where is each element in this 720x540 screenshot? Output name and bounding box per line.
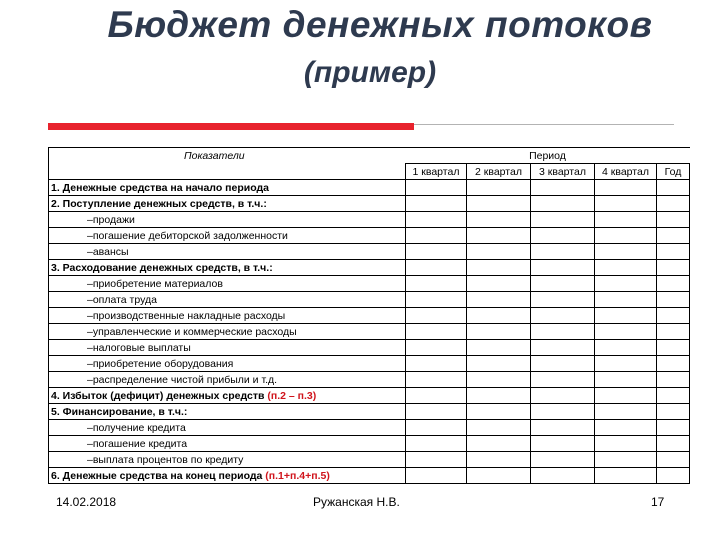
value-cell <box>531 324 595 340</box>
value-cell <box>595 372 657 388</box>
table-row <box>49 468 690 484</box>
table-row <box>49 356 690 372</box>
row-label-text: 2. Поступление денежных средств, в т.ч.: <box>51 197 267 210</box>
table-header-row <box>49 148 690 164</box>
row-label-text: –погашение дебиторской задолженности <box>87 229 288 242</box>
slide-title: Бюджет денежных потоков <box>107 4 653 45</box>
table-row <box>49 436 690 452</box>
value-cell <box>657 452 690 468</box>
row-label-text: –оплата труда <box>87 293 157 306</box>
value-cell <box>657 292 690 308</box>
value-cell <box>467 420 531 436</box>
value-cell <box>657 340 690 356</box>
value-cell <box>595 276 657 292</box>
row-label <box>49 404 406 420</box>
value-cell <box>467 212 531 228</box>
value-cell <box>657 404 690 420</box>
row-formula: (п.2 – п.3) <box>267 389 317 402</box>
value-cell <box>467 340 531 356</box>
row-label-text: –распределение чистой прибыли и т.д. <box>87 373 278 386</box>
value-cell <box>406 404 467 420</box>
row-label-text: 6. Денежные средства на конец периода <box>51 469 266 482</box>
value-cell <box>657 468 690 484</box>
value-cell <box>406 436 467 452</box>
value-cell <box>531 388 595 404</box>
value-cell <box>657 260 690 276</box>
table-row <box>49 388 690 404</box>
value-cell <box>406 228 467 244</box>
value-cell <box>531 420 595 436</box>
row-label <box>49 244 406 260</box>
value-cell <box>657 228 690 244</box>
value-cell <box>531 276 595 292</box>
table-row <box>49 420 690 436</box>
row-label-text: –погашение кредита <box>87 437 188 450</box>
value-cell <box>406 276 467 292</box>
value-cell <box>406 388 467 404</box>
value-cell <box>406 260 467 276</box>
table-row <box>49 180 690 196</box>
value-cell <box>406 420 467 436</box>
value-cell <box>467 292 531 308</box>
row-label <box>49 468 406 484</box>
table-row <box>49 340 690 356</box>
value-cell <box>406 372 467 388</box>
value-cell <box>595 180 657 196</box>
table-row <box>49 324 690 340</box>
value-cell <box>406 468 467 484</box>
row-label-text: –продажи <box>87 213 135 226</box>
row-label <box>49 212 406 228</box>
value-cell <box>595 260 657 276</box>
table-row <box>49 212 690 228</box>
value-cell <box>595 420 657 436</box>
value-cell <box>467 244 531 260</box>
row-label-text: 1. Денежные средства на начало периода <box>51 181 269 194</box>
footer-date: 14.02.2018 <box>56 495 117 509</box>
table-subheader-row <box>49 164 690 180</box>
row-label-text: –управленческие и коммерческие расходы <box>87 325 297 338</box>
row-label <box>49 276 406 292</box>
value-cell <box>657 308 690 324</box>
row-label <box>49 436 406 452</box>
red-accent-rule <box>48 123 414 130</box>
value-cell <box>531 292 595 308</box>
footer-page-number: 17 <box>651 495 665 509</box>
value-cell <box>657 324 690 340</box>
slide-subtitle: (пример) <box>303 56 437 89</box>
value-cell <box>467 372 531 388</box>
value-cell <box>467 452 531 468</box>
value-cell <box>406 244 467 260</box>
value-cell <box>531 260 595 276</box>
table-row <box>49 372 690 388</box>
row-label <box>49 340 406 356</box>
value-cell <box>406 324 467 340</box>
value-cell <box>657 196 690 212</box>
value-cell <box>531 244 595 260</box>
value-cell <box>467 324 531 340</box>
row-label-text: 3. Расходование денежных средств, в т.ч.: <box>51 261 273 274</box>
indicators-header: Показатели <box>49 148 406 164</box>
value-cell <box>531 436 595 452</box>
value-cell <box>467 308 531 324</box>
value-cell <box>406 180 467 196</box>
value-cell <box>467 276 531 292</box>
table-row <box>49 404 690 420</box>
value-cell <box>595 228 657 244</box>
row-label-text: –авансы <box>87 245 129 258</box>
value-cell <box>595 196 657 212</box>
column-header-q1: 1 квартал <box>406 164 467 180</box>
row-label-text: –налоговые выплаты <box>87 341 191 354</box>
value-cell <box>657 372 690 388</box>
table-row <box>49 228 690 244</box>
value-cell <box>595 212 657 228</box>
value-cell <box>595 436 657 452</box>
row-label-text: 5. Финансирование, в т.ч.: <box>51 405 188 418</box>
value-cell <box>657 244 690 260</box>
value-cell <box>657 180 690 196</box>
row-label <box>49 308 406 324</box>
value-cell <box>595 468 657 484</box>
value-cell <box>657 212 690 228</box>
value-cell <box>406 452 467 468</box>
row-label <box>49 292 406 308</box>
value-cell <box>467 196 531 212</box>
row-label <box>49 356 406 372</box>
table-row <box>49 244 690 260</box>
value-cell <box>531 372 595 388</box>
row-label <box>49 388 406 404</box>
value-cell <box>531 212 595 228</box>
value-cell <box>595 292 657 308</box>
value-cell <box>531 196 595 212</box>
value-cell <box>595 308 657 324</box>
value-cell <box>657 388 690 404</box>
value-cell <box>467 404 531 420</box>
value-cell <box>531 228 595 244</box>
row-label-text: –выплата процентов по кредиту <box>87 453 244 466</box>
value-cell <box>531 340 595 356</box>
row-label-text: 4. Избыток (дефицит) денежных средств <box>51 389 268 402</box>
value-cell <box>595 324 657 340</box>
table-row <box>49 452 690 468</box>
value-cell <box>467 468 531 484</box>
row-label-text: –получение кредита <box>87 421 186 434</box>
row-label <box>49 420 406 436</box>
column-header-q2: 2 квартал <box>467 164 531 180</box>
row-formula: (п.1+п.4+п.5) <box>265 469 330 482</box>
value-cell <box>657 276 690 292</box>
value-cell <box>595 404 657 420</box>
table-row <box>49 196 690 212</box>
value-cell <box>467 180 531 196</box>
table-row <box>49 260 690 276</box>
value-cell <box>595 452 657 468</box>
row-label <box>49 372 406 388</box>
value-cell <box>657 420 690 436</box>
gray-divider-rule <box>414 124 674 125</box>
value-cell <box>531 404 595 420</box>
value-cell <box>406 212 467 228</box>
footer-author: Ружанская Н.В. <box>313 495 400 509</box>
value-cell <box>406 292 467 308</box>
table-row <box>49 276 690 292</box>
table-row <box>49 292 690 308</box>
row-label-text: –приобретение оборудования <box>87 357 234 370</box>
value-cell <box>406 356 467 372</box>
cash-flow-budget-table <box>48 147 690 484</box>
value-cell <box>595 356 657 372</box>
column-header-q3: 3 квартал <box>531 164 595 180</box>
column-header-q4: 4 квартал <box>595 164 657 180</box>
value-cell <box>595 388 657 404</box>
table-row <box>49 308 690 324</box>
value-cell <box>531 468 595 484</box>
row-label <box>49 452 406 468</box>
value-cell <box>467 388 531 404</box>
row-label-text: –производственные накладные расходы <box>87 309 286 322</box>
value-cell <box>595 340 657 356</box>
row-label-text: –приобретение материалов <box>87 277 223 290</box>
value-cell <box>406 308 467 324</box>
value-cell <box>467 356 531 372</box>
value-cell <box>657 356 690 372</box>
row-label <box>49 324 406 340</box>
value-cell <box>531 452 595 468</box>
value-cell <box>467 260 531 276</box>
value-cell <box>467 436 531 452</box>
value-cell <box>531 180 595 196</box>
value-cell <box>531 356 595 372</box>
row-label <box>49 196 406 212</box>
value-cell <box>467 228 531 244</box>
value-cell <box>531 308 595 324</box>
value-cell <box>406 340 467 356</box>
value-cell <box>595 244 657 260</box>
value-cell <box>406 196 467 212</box>
indicators-header-spacer <box>49 164 406 180</box>
row-label <box>49 228 406 244</box>
period-header: Период <box>406 148 690 164</box>
row-label <box>49 260 406 276</box>
row-label <box>49 180 406 196</box>
value-cell <box>657 436 690 452</box>
column-header-year: Год <box>657 164 690 180</box>
